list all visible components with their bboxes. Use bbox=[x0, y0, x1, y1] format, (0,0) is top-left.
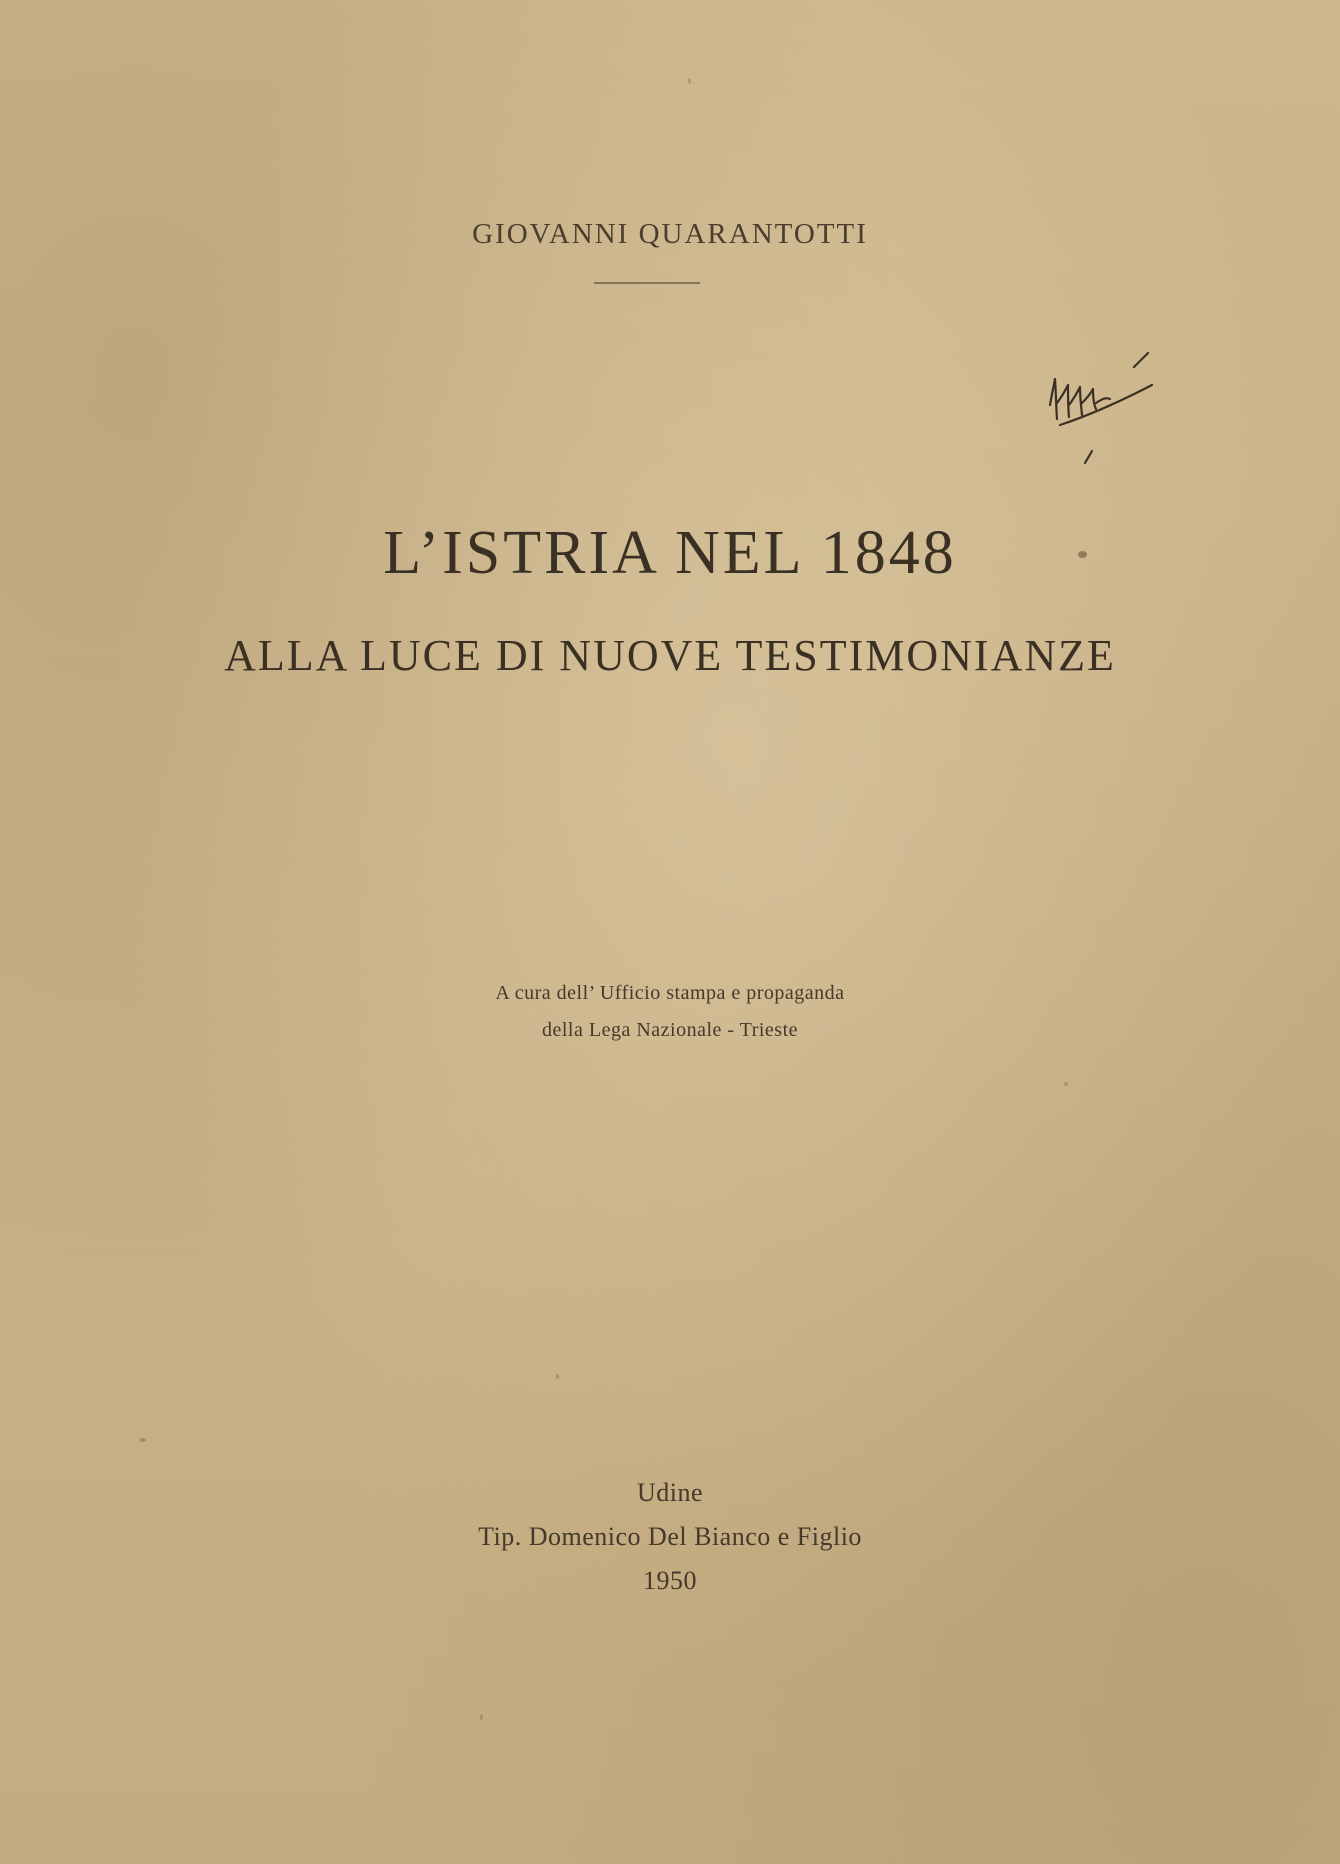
author-name: GIOVANNI QUARANTOTTI bbox=[472, 218, 868, 250]
curator-line-2: della Lega Nazionale - Trieste bbox=[541, 1019, 799, 1041]
paper-spot bbox=[140, 1438, 146, 1442]
handwritten-initials-mark bbox=[1030, 345, 1170, 495]
paper-spot bbox=[480, 1714, 483, 1720]
publication-place: Udine bbox=[636, 1478, 704, 1507]
book-title: L’ISTRIA NEL 1848 bbox=[383, 519, 957, 587]
printer-name: Tip. Domenico Del Bianco e Figlio bbox=[478, 1522, 862, 1551]
book-subtitle: ALLA LUCE DI NUOVE TESTIMONIANZE bbox=[224, 631, 1116, 680]
curator-line-1: A cura dell’ Ufficio stampa e propaganda bbox=[495, 982, 845, 1004]
author-rule bbox=[594, 282, 700, 284]
paper-spot bbox=[1064, 1082, 1068, 1086]
paper-spot bbox=[688, 78, 691, 84]
publication-year: 1950 bbox=[643, 1566, 697, 1595]
paper-spot bbox=[556, 1374, 559, 1379]
